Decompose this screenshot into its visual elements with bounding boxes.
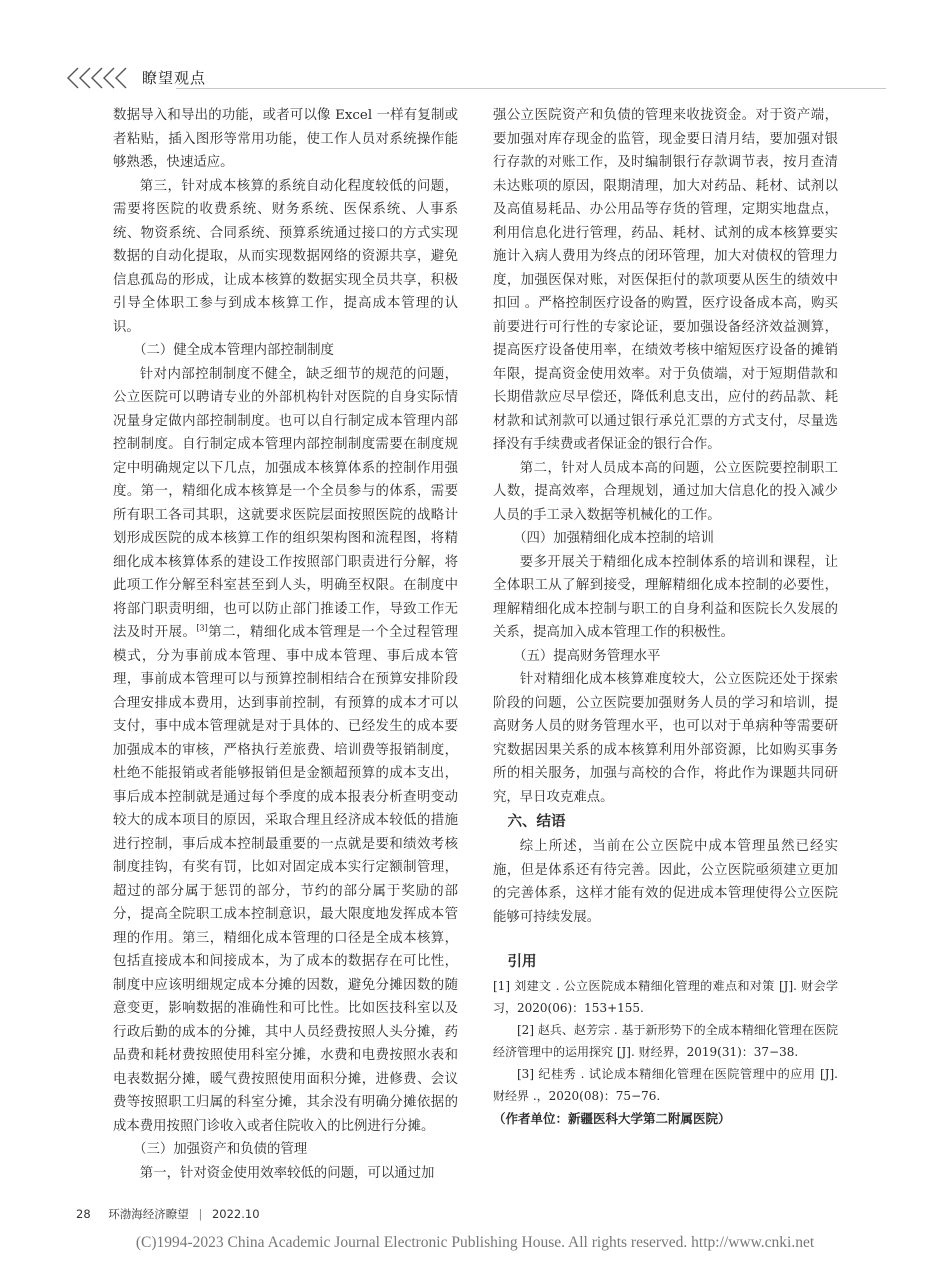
chevron-decoration-icon — [66, 66, 138, 90]
paragraph: 要多开展关于精细化成本控制体系的培训和课程，让全体职工从了解到接受，理解精细化成本控制的必要性，理解精细化成本控制与职工的自身利益和医院长久发展的关系，提高加入成本管理工作的积极性。 — [493, 554, 838, 640]
subsection-heading: （二）健全成本管理内部控制制度 — [133, 343, 334, 358]
paragraph: 数据导入和导出的功能，或者可以像 Excel 一样有复制或者粘贴，插入图形等常用功能，使工作人员对系统操作能够熟悉，快速适应。 — [113, 108, 458, 170]
subsection-heading: （五）提高财务管理水平 — [513, 648, 661, 664]
journal-name: 环渤海经济瞭望 — [108, 1207, 189, 1221]
running-header — [66, 64, 886, 92]
paragraph: 第二，针对人员成本高的问题，公立医院要控制职工人数，提高效率，合理规划，通过加大信息化的投入减少人员的手工录入数据等机械化的工作。 — [493, 460, 838, 523]
section-heading: 六、结语 — [507, 814, 566, 830]
paragraph: 针对内部控制制度不健全，缺乏细节的规范的问题，公立医院可以聘请专业的外部机构针对医院的自身实际情况量身定做内部控制制度。也可以自行制定成本管理内部控制制度。自行制定成本管理内部控制制度需要在制度规定中明确规定以下几点，加强成本核算体系的控制作用强度。第一，精细化成本核算是一个全员参与的体系，需要所有职工各司其职，这就要求医院层面按照医院的战略计划形成医院的成本核算工作的组织架构图和流程图，将精细化成本核算体系的建设工作按照部门职责进行分解，将此项工作分解至科室甚至到人头，明确至权限。在制度中将部门职责明细，也可以防止部门推诿工作，导致工作无法及时开展。[3]第二，精细化成本管理是一个全过程管理模式，分为事前成本管理、事中成本管理、事后成本管理，事前成本管理可以与预算控制相结合在预算安排阶段合理安排成本费用，达到事前控制，有预算的成本才可以支付，事中成本管理就是对于具体的、已经发生的成本要加强成本的审核，严格执行差旅费、培训费等报销制度，杜绝不能报销或者能够报销但是金额超预算的成本支出，事后成本控制就是通过每个季度的成本报表分析查明变动较大的成本项目的原因，采取合理且经济成本较低的措施进行控制，事后成本控制最重要的一点就是要和绩效考核制度挂钩，有奖有罚，比如对固定成本实行定额制管理，超过的部分属于惩罚的部分，节约的部分属于奖励的部分，提高全院职工成本控制意识，最大限度地发挥成本管理的作用。第三，精细化成本管理的口径是全成本核算，包括直接成本和间接成本，为了成本的数据存在可比性，制度中应该明细规定成本分摊的因数，避免分摊因数的随意变更，影响数据的准确性和可比性。比如医技科室以及行政后勤的成本的分摊，其中人员经费按照人头分摊，药品费和耗材费按照使用科室分摊，水费和电费按照水表和电表数据分摊，暖气费按照使用面积分摊，进修费、会议费等按照职工归属的科室分摊，其余没有明确分摊依据的成本费用按照门诊收入或者住院收入的比例进行分摊。 — [113, 366, 459, 1134]
right-column — [493, 104, 838, 1131]
left-column — [113, 104, 458, 1185]
author-affiliation: （作者单位：新疆医科大学第二附属医院） — [493, 1111, 731, 1126]
reference-item: [2] 赵兵、赵芳宗 . 基于新形势下的全成本精细化管理在医院经济管理中的运用探究 [J]. 财经界，2019(31)：37−38. — [493, 1023, 838, 1059]
footer-separator: | — [198, 1207, 203, 1221]
copyright-notice: (C)1994-2023 China Academic Journal Electronic Publishing House. All rights reserved. http://www.cnki.net — [135, 1234, 815, 1251]
citation-marker: [3] — [196, 623, 208, 633]
page-number: 28 — [76, 1207, 91, 1221]
page-footer — [76, 1206, 260, 1222]
reference-item: [3] 纪桂秀 . 试论成本精细化管理在医院管理中的应用 [J]. 财经界 .，2020(08)：75−76. — [493, 1067, 838, 1103]
subsection-heading: （四）加强精细化成本控制的培训 — [513, 531, 714, 546]
paragraph: 第三，针对成本核算的系统自动化程度较低的问题，需要将医院的收费系统、财务系统、医保系统、人事系统、物资系统、合同系统、预算系统通过接口的方式实现数据的自动化提取，从而实现数据网络的资源共享，避免信息孤岛的形成，让成本核算的数据实现全员共享，积极引导全体职工参与到成本核算工作，提高成本管理的认识。 — [113, 178, 458, 335]
paragraph: 综上所述，当前在公立医院中成本管理虽然已经实施，但是体系还有待完善。因此，公立医院亟须建立更加的完善体系，这样才能有效的促进成本管理使得公立医院能够可持续发展。 — [493, 839, 838, 925]
issue-number: 2022.10 — [211, 1207, 260, 1221]
subsection-heading: （三）加强资产和负债的管理 — [133, 1142, 308, 1157]
reference-item: [1] 刘建文 . 公立医院成本精细化管理的难点和对策 [J]. 财会学习，2020(06)：153+155. — [493, 979, 838, 1015]
section-name: 瞭望观点 — [142, 69, 207, 87]
references-title: 引用 — [507, 954, 537, 970]
paragraph: 强公立医院资产和负债的管理来收拢资金。对于资产端，要加强对库存现金的监管，现金要日清月结，要加强对银行存款的对账工作，及时编制银行存款调节表，按月查清未达账项的原因，限期清理，加大对药品、耗材、试剂以及高值易耗品、办公用品等存货的管理，定期实地盘点，利用信息化进行管理，药品、耗材、试剂的成本核算要实施计入病人费用为终点的闭环管理，加大对债权的管理力度，加强医保对账，对医保拒付的款项要从医生的绩效中扣回 。严格控制医疗设备的购置，医疗设备成本高，购买前要进行可行性的专家论证，要加强设备经济效益测算，提高医疗设备使用率，在绩效考核中缩短医疗设备的摊销年限，提高资金使用效率。对于负债端，对于短期借款和长期借款应尽早偿还，降低利息支出，应付的药品款、耗材款和试剂款可以通过银行承兑汇票的方式支付，尽量选择没有手续费或者保证金的银行合作。 — [493, 108, 838, 452]
paragraph: 第一，针对资金使用效率较低的问题，可以通过加 — [139, 1165, 435, 1181]
paragraph: 针对精细化成本核算难度较大，公立医院还处于探索阶段的问题，公立医院要加强财务人员的学习和培训，提高财务人员的财务管理水平，也可以对于单病种等需要研究数据因果关系的成本核算利用外部资源，比如购买事务所的相关服务，加强与高校的合作，将此作为课题共同研究，早日攻克难点。 — [493, 672, 838, 805]
header-rule — [176, 88, 886, 89]
